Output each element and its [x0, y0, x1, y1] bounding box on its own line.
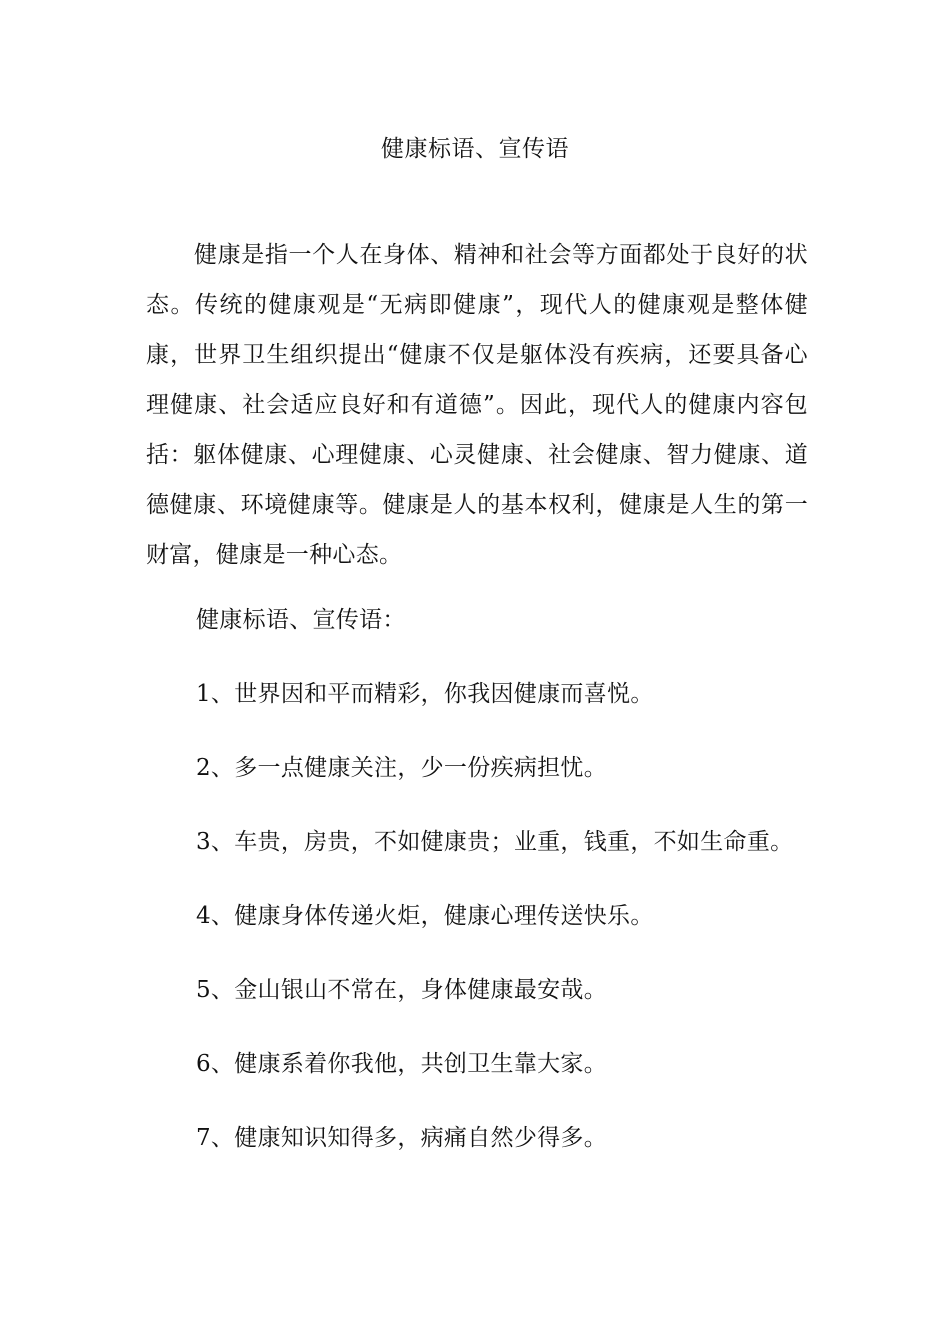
document-title: 健康标语、宣传语 — [381, 136, 569, 162]
list-item: 5、金山银山不常在，身体健康最安哉。 — [196, 977, 608, 1003]
list-item: 4、健康身体传递火炬，健康心理传送快乐。 — [196, 903, 654, 929]
list-item: 1、世界因和平而精彩，你我因健康而喜悦。 — [196, 681, 654, 707]
list-item: 6、健康系着你我他，共创卫生靠大家。 — [196, 1051, 608, 1077]
list-heading: 健康标语、宣传语： — [196, 607, 406, 633]
slogan-list — [196, 603, 836, 1195]
intro-paragraph: 健康是指一个人在身体、精神和社会等方面都处于良好的状态。传统的健康观是“无病即健康”，现代人的健康观是整体健康，世界卫生组织提出“健康不仅是躯体没有疾病，还要具备心理健康、社会适应良好和有道德”。因此，现代人的健康内容包括：躯体健康、心理健康、心灵健康、社会健康、智力健康、道德健康、环境健康等。健康是人的基本权利，健康是人生的第一财富，健康是一种心态。 — [146, 242, 808, 568]
list-item: 2、多一点健康关注，少一份疾病担忧。 — [196, 755, 608, 781]
list-item: 7、健康知识知得多，病痛自然少得多。 — [196, 1125, 608, 1151]
list-item: 3、车贵，房贵，不如健康贵；业重，钱重，不如生命重。 — [196, 829, 794, 855]
